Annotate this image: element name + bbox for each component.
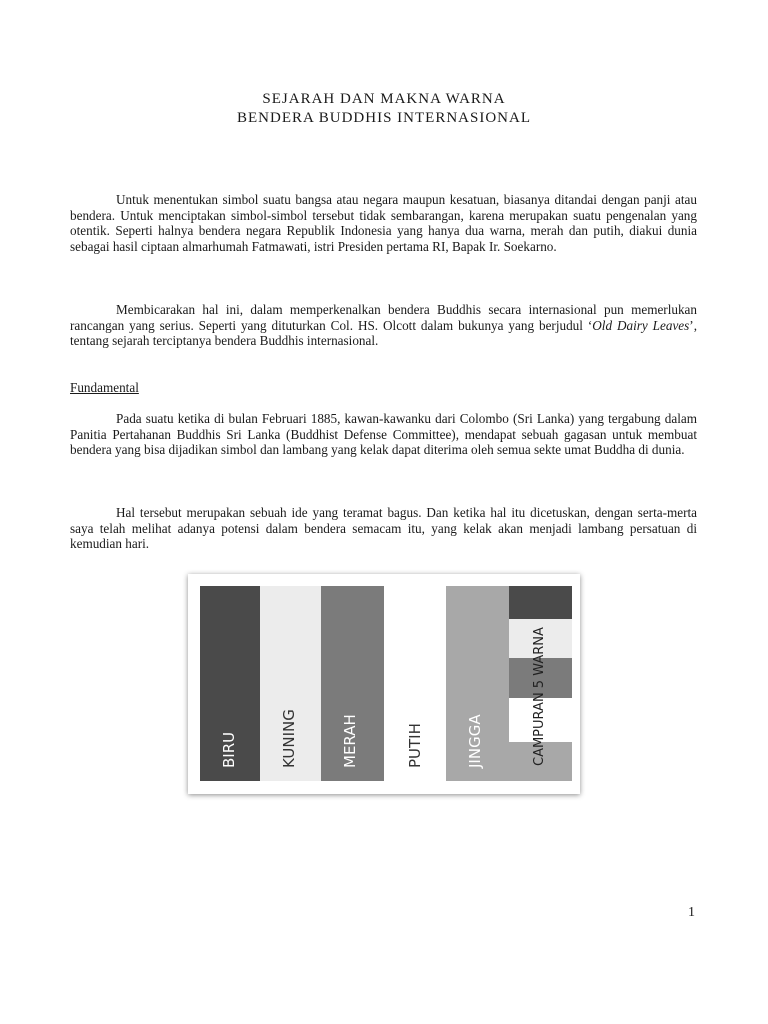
title-line-2: BENDERA BUDDHIS INTERNASIONAL xyxy=(237,110,531,126)
section-heading: Fundamental xyxy=(70,380,139,395)
stripe-label: PUTIH xyxy=(406,723,424,768)
mixed-block-biru xyxy=(509,586,572,619)
page-number: 1 xyxy=(688,905,695,920)
paragraph-2: Membicarakan hal ini, dalam memperkenalkan bendera Buddhis secara internasional pun memerlukan rancangan yang serius. Seperti yang dituturkan Col. HS. Olcott dalam bukunya yang berjudul ‘Old Dairy Leaves’, tentang sejarah terciptanya bendera Buddhis internasional. xyxy=(70,302,697,349)
document-title xyxy=(0,90,768,128)
stripe-label: BIRU xyxy=(220,731,238,768)
title-line-1: SEJARAH DAN MAKNA WARNA xyxy=(262,91,506,107)
stripe-jingga xyxy=(446,586,509,781)
stripe-kuning xyxy=(260,586,323,781)
stripe-label: KUNING xyxy=(280,709,298,768)
stripe-merah xyxy=(321,586,384,781)
mixed-label: CAMPURAN 5 WARNA xyxy=(532,627,547,766)
paragraph-3: Pada suatu ketika di bulan Februari 1885, kawan-kawanku dari Colombo (Sri Lanka) yang tergabung dalam Panitia Pertahanan Buddhis Sri Lanka (Buddhist Defense Committee), mendapat sebuah gagasan untuk membuat bendera yang bisa dijadikan simbol dan lambang yang kelak dapat diterima oleh semua sekte umat Buddha di dunia. xyxy=(70,411,697,458)
stripe-campuran xyxy=(509,586,572,781)
stripe-biru xyxy=(200,586,263,781)
stripe-label: JINGGA xyxy=(466,714,484,768)
buddhist-flag-figure xyxy=(188,574,580,794)
paragraph-4: Hal tersebut merupakan sebuah ide yang teramat bagus. Dan ketika hal itu dicetuskan, dengan serta-merta saya telah melihat adanya potensi dalam bendera semacam itu, yang kelak akan menjadi lambang persatuan di kemudian hari. xyxy=(70,505,697,552)
paragraph-1: Untuk menentukan simbol suatu bangsa atau negara maupun kesatuan, biasanya ditandai dengan panji atau bendera. Untuk menciptakan simbol-simbol tersebut tidak sembarangan, karena merupakan suatu pengenalan yang otentik. Seperti halnya bendera negara Republik Indonesia yang hanya dua warna, merah dan putih, diakui dunia sebagai hasil ciptaan almarhumah Fatmawati, istri Presiden pertama RI, Bapak Ir. Soekarno. xyxy=(70,192,697,254)
stripe-label: MERAH xyxy=(341,714,359,768)
book-title: Old Dairy Leaves xyxy=(592,317,690,333)
stripe-putih xyxy=(386,586,449,781)
